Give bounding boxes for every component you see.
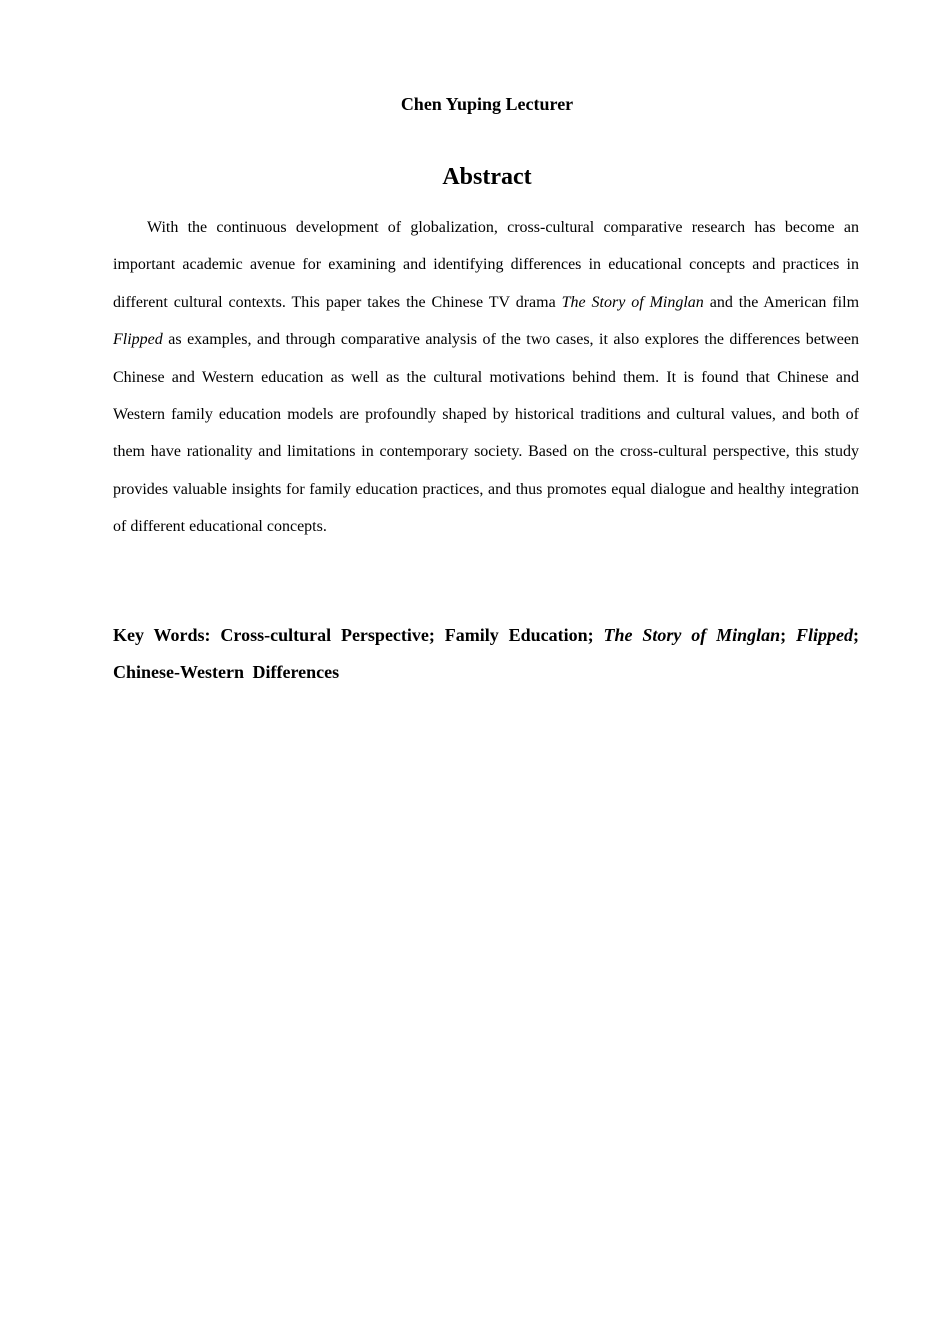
abstract-title-ref-minglan: The Story of Minglan <box>561 293 704 311</box>
abstract-text: and the American film <box>703 293 860 311</box>
abstract-text: as examples, and through comparative analysis of the two cases, it also explores the differences between Chinese and Western education as well as the cultural motivations behind them. It is found that Chinese and Western family education models are profoundly shaped by historical traditions and cultural values, and both of them have rationality and limitations in contemporary society. Based on the cross-cultural perspective, this study provides valuable insights for family education practices, and thus promotes equal dialogue and healthy integration of different educational concepts. <box>113 331 859 536</box>
abstract-paragraph <box>113 209 859 546</box>
author-line: Chen Yuping Lecturer <box>400 94 574 114</box>
keywords-line <box>113 617 859 691</box>
abstract-title-ref-flipped: Flipped <box>113 331 163 349</box>
keyword-item: Flipped <box>796 625 854 645</box>
abstract-text: With the continuous development of globalization, cross-cultural comparative research has become an important academic avenue for examining and identifying differences in educational concepts and practices in different cultural contexts. This paper takes the Chinese TV drama <box>113 219 859 311</box>
keyword-separator: ; <box>853 625 860 645</box>
keyword-item: Family Education; <box>444 625 594 645</box>
keywords-label: Key Words: <box>113 625 211 645</box>
keyword-item: Cross-cultural Perspective; <box>220 625 435 645</box>
abstract-heading: Abstract <box>442 164 532 190</box>
keyword-separator: ; <box>780 625 787 645</box>
keyword-item: The Story of Minglan <box>603 625 781 645</box>
keyword-item: Chinese-Western Differences <box>113 662 340 682</box>
